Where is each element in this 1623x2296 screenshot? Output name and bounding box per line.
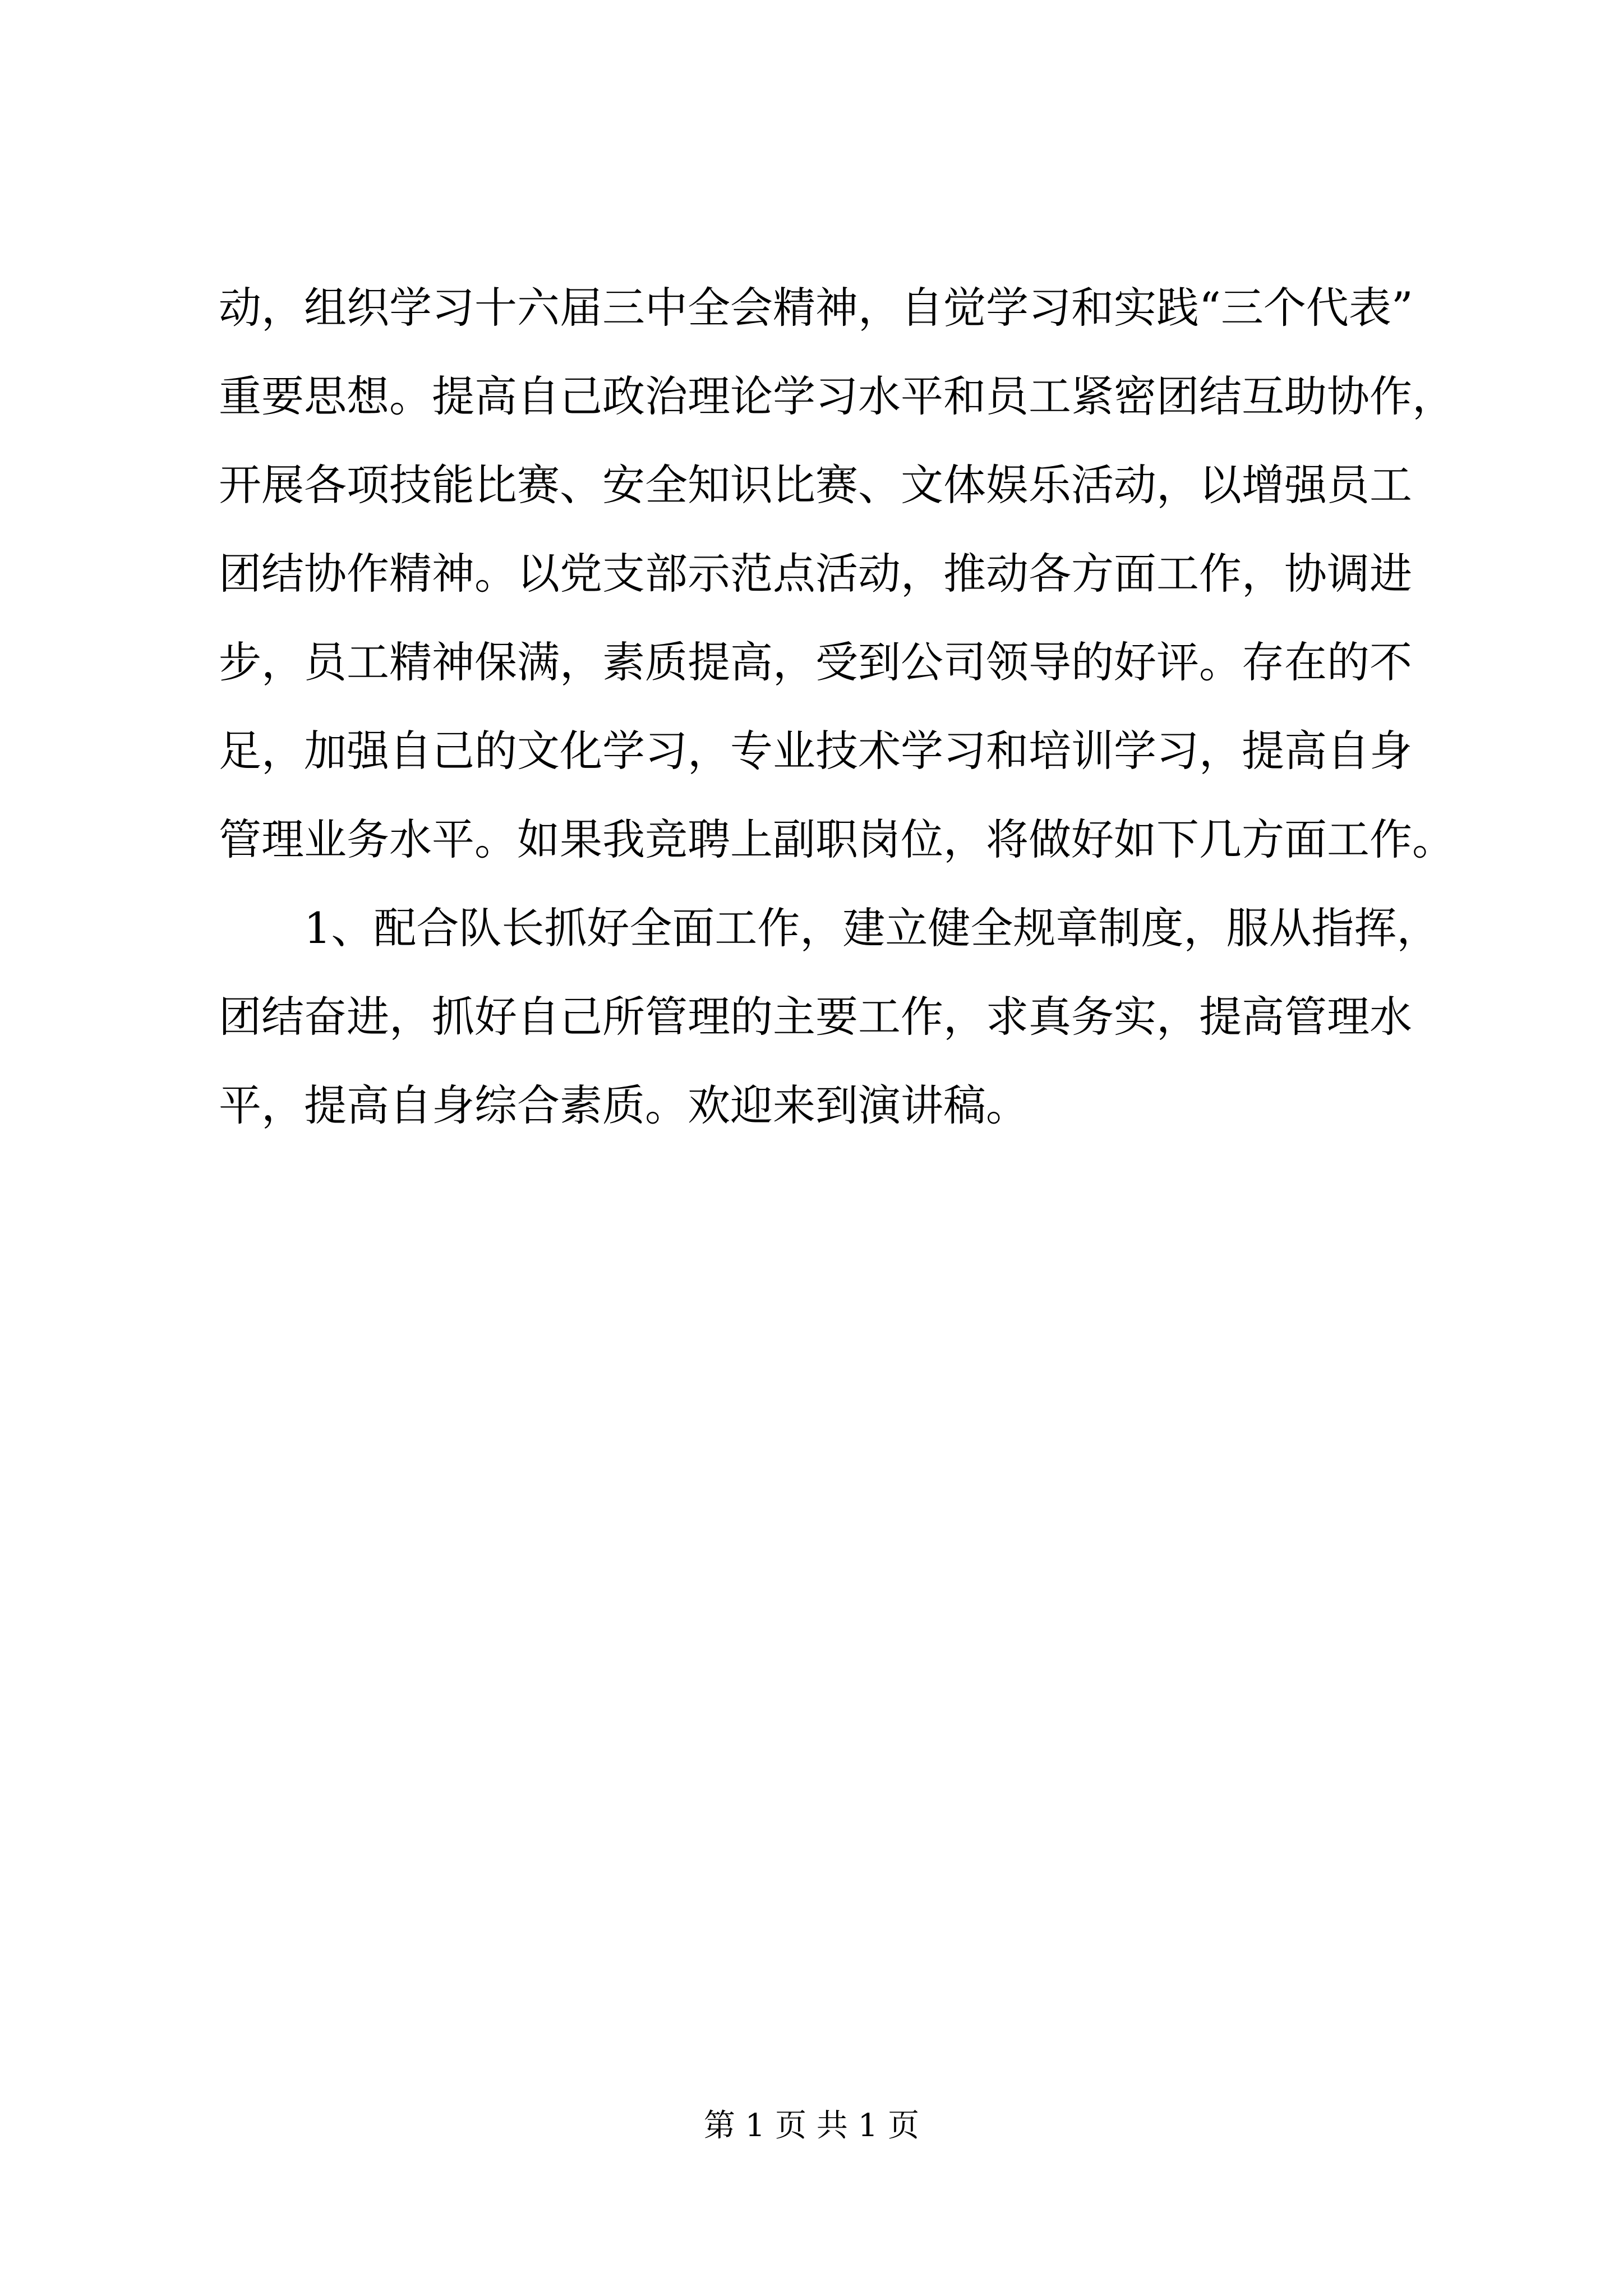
text-line: 团结奋进，抓好自己所管理的主要工作，求真务实，提高管理水 <box>219 992 1412 1042</box>
text-line: 开展各项技能比赛、安全知识比赛、文体娱乐活动，以增强员工 <box>219 460 1412 510</box>
text-line: 1、配合队长抓好全面工作，建立健全规章制度，服从指挥， <box>304 903 1440 953</box>
document-body <box>219 264 1455 1150</box>
page-footer: 第 1 页 共 1 页 <box>703 2108 920 2144</box>
text-line: 团结协作精神。以党支部示范点活动，推动各方面工作，协调进 <box>219 549 1412 599</box>
text-line: 重要思想。提高自己政治理论学习水平和员工紧密团结互助协作， <box>219 371 1455 421</box>
text-line: 动，组织学习十六届三中全会精神，自觉学习和实践“三个代表” <box>219 283 1413 333</box>
text-line: 平，提高自身综合素质。欢迎来到演讲稿。 <box>219 1080 1029 1130</box>
text-line: 足，加强自己的文化学习，专业技术学习和培训学习，提高自身 <box>219 726 1412 776</box>
text-line: 管理业务水平。如果我竞聘上副职岗位，将做好如下几方面工作。 <box>219 815 1455 864</box>
text-line: 步，员工精神保满，素质提高，受到公司领导的好评。存在的不 <box>219 637 1412 687</box>
